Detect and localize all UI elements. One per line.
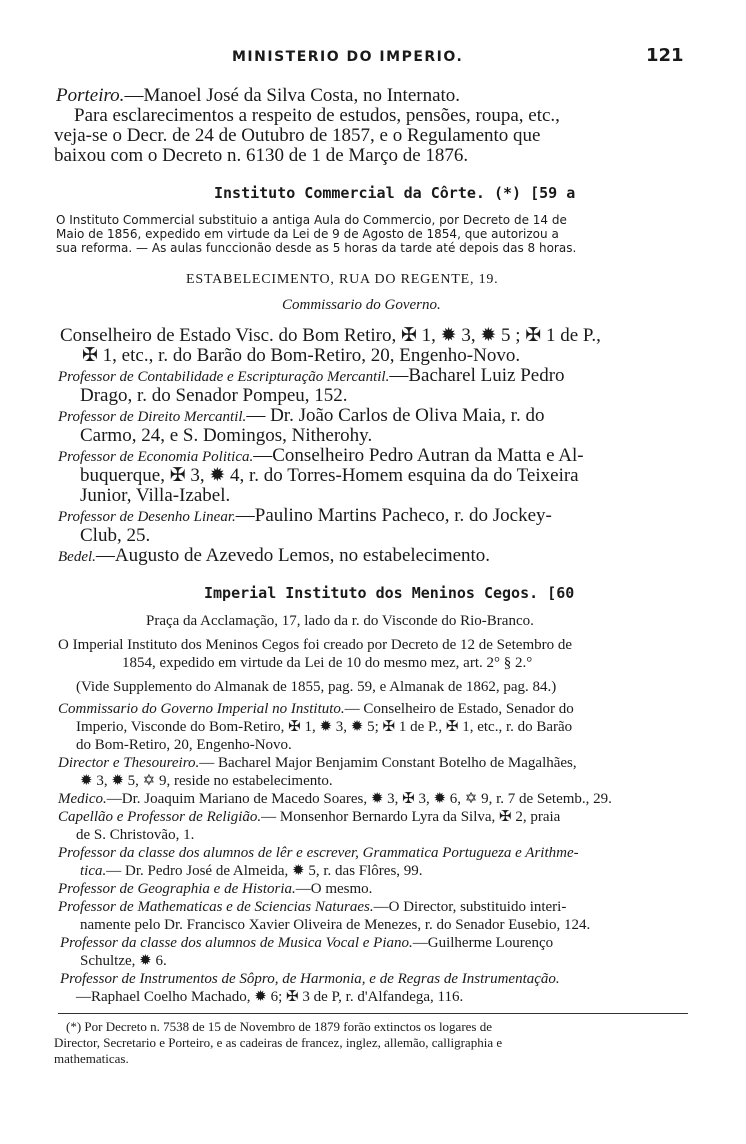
entry-line: ✠ 1, etc., r. do Barão do Bom-Retiro, 20, Engenho-Novo. (82, 345, 521, 366)
intro-line: baixou com o Decreto n. 6130 de 1 de Março de 1876. (54, 145, 469, 166)
page-number: 121 (646, 45, 684, 66)
entry-line: Professor da classe dos alumnos de Musica Vocal e Piano.—Guilherme Lourenço (60, 935, 554, 951)
footnote-rule (58, 1013, 688, 1014)
footnote-line: mathematicas. (54, 1051, 129, 1066)
role-label: Professor de Economia Politica. (58, 449, 254, 465)
role-label: Professor de Instrumentos de Sôpro, de Harmonia, e de Regras de Instrumentação. (60, 971, 560, 987)
section-title: Instituto Commercial da Côrte. (*) [59 a (214, 184, 576, 202)
entry-line: —Raphael Coelho Machado, ✹ 6; ✠ 3 de P, r. d'Alfandega, 116. (76, 989, 464, 1005)
entry-line: Professor de Contabilidade e Escripturação Mercantil.—Bacharel Luiz Pedro (58, 365, 565, 386)
entry-line: Club, 25. (80, 525, 151, 546)
institute-address: Praça da Acclamação, 17, lado da r. do Visconde do Rio-Branco. (146, 613, 534, 629)
desc-line: 1854, expedido em virtude da Lei de 10 do mesmo mez, art. 2° § 2.° (122, 655, 533, 671)
role-label: Director e Thesoureiro. (58, 755, 200, 771)
role-label: Professor de Geographia e de Historia. (58, 881, 296, 897)
entry-line: Professor de Economia Politica.—Conselheiro Pedro Autran da Matta e Al- (58, 445, 584, 466)
entry-line: Bedel.—Augusto de Azevedo Lemos, no estabelecimento. (58, 545, 491, 566)
establishment-address: ESTABELECIMENTO, RUA DO REGENTE, 19. (186, 272, 499, 287)
role-label: Commissario do Governo Imperial no Instituto. (58, 701, 345, 717)
role-label: Professor de Direito Mercantil. (58, 409, 247, 425)
desc-line: Maio de 1856, expedido em virtude da Lei de 9 de Agosto de 1854, que autorizou a (56, 227, 559, 241)
entry-line: Conselheiro de Estado Visc. do Bom Retiro, ✠ 1, ✹ 3, ✹ 5 ; ✠ 1 de P., (60, 325, 601, 346)
entry-line: Junior, Villa-Izabel. (80, 485, 231, 506)
running-header: MINISTERIO DO IMPERIO. (232, 49, 464, 65)
role-label: Bedel. (58, 549, 96, 565)
entry-line: Carmo, 24, e S. Domingos, Nitherohy. (80, 425, 373, 446)
desc-line: O Instituto Commercial substituio a antiga Aula do Commercio, por Decreto de 14 de (56, 213, 567, 227)
entry-line: Imperio, Visconde do Bom-Retiro, ✠ 1, ✹ 3, ✹ 5; ✠ 1 de P., ✠ 1, etc., r. do Barão (76, 719, 573, 735)
intro-line: Para esclarecimentos a respeito de estudos, pensões, roupa, etc., (74, 105, 560, 126)
entry-line: Drago, r. do Senador Pompeu, 152. (80, 385, 348, 406)
page-ref: [59 a (530, 184, 576, 202)
entry-line: Capellão e Professor de Religião.— Monsenhor Bernardo Lyra da Silva, ✠ 2, praia (58, 809, 561, 825)
section-title: Imperial Instituto dos Meninos Cegos. [60 (204, 584, 575, 602)
entry-line: Professor de Desenho Linear.—Paulino Martins Pacheco, r. do Jockey- (58, 505, 552, 526)
entry-line: do Bom-Retiro, 20, Engenho-Novo. (76, 737, 292, 753)
role-label: Porteiro. (56, 85, 125, 106)
role-label: Professor da classe dos alumnos de Musica Vocal e Piano. (60, 935, 413, 951)
entry-line: buquerque, ✠ 3, ✹ 4, r. do Torres-Homem esquina da do Teixeira (80, 465, 579, 486)
entry-line: Professor de Mathematicas e de Sciencias Naturaes.—O Director, substituido interi- (58, 899, 567, 915)
section-subtitle: Commissario do Governo. (282, 297, 441, 313)
entry-line: Medico.—Dr. Joaquim Mariano de Macedo Soares, ✹ 3, ✠ 3, ✹ 6, ✡ 9, r. 7 de Setemb., 29. (58, 791, 612, 807)
intro-line: veja-se o Decr. de 24 de Outubro de 1857, e o Regulamento que (54, 125, 541, 146)
entry-line: Professor de Direito Mercantil.— Dr. João Carlos de Oliva Maia, r. do (58, 405, 545, 426)
footnote-line: (*) Por Decreto n. 7538 de 15 de Novembro de 1879 forão extinctos os logares de (66, 1019, 492, 1034)
footnote-line: Director, Secretario e Porteiro, e as cadeiras de francez, inglez, allemão, calligraphia e (54, 1035, 503, 1050)
desc-line: (Vide Supplemento do Almanak de 1855, pag. 59, e Almanak de 1862, pag. 84.) (76, 679, 557, 695)
entry-line: Schultze, ✹ 6. (80, 953, 167, 969)
entry-line: Professor de Geographia e de Historia.—O mesmo. (58, 881, 373, 897)
entry-line: Commissario do Governo Imperial no Instituto.— Conselheiro de Estado, Senador do (58, 701, 574, 717)
page-ref: [60 (547, 584, 575, 602)
entry-line: tica.— Dr. Pedro José de Almeida, ✹ 5, r. das Flôres, 99. (80, 863, 423, 879)
desc-line: O Imperial Instituto dos Meninos Cegos foi creado por Decreto de 12 de Setembro de (58, 637, 573, 653)
porteiro-entry (56, 86, 460, 105)
role-label: Professor da classe dos alumnos de lêr e escrever, Grammatica Portugueza e Arithme- (58, 845, 579, 861)
role-label: Professor de Desenho Linear. (58, 509, 236, 525)
role-label: Professor de Mathematicas e de Sciencias Naturaes. (58, 899, 374, 915)
role-label: Capellão e Professor de Religião. (58, 809, 262, 825)
role-label: Medico. (58, 791, 107, 807)
entry-line: Director e Thesoureiro.— Bacharel Major Benjamim Constant Botelho de Magalhães, (58, 755, 577, 771)
desc-line: sua reforma. — As aulas funccionão desde as 5 horas da tarde até depois das 8 horas. (56, 241, 577, 255)
entry-line: de S. Christovão, 1. (76, 827, 195, 843)
entry-text: —Manoel José da Silva Costa, no Internato. (124, 85, 461, 106)
entry-line: namente pelo Dr. Francisco Xavier Oliveira de Menezes, r. do Senador Eusebio, 124. (80, 917, 591, 933)
role-label: Professor de Contabilidade e Escripturação Mercantil. (58, 369, 390, 385)
entry-line: ✹ 3, ✹ 5, ✡ 9, reside no estabelecimento. (80, 773, 333, 789)
